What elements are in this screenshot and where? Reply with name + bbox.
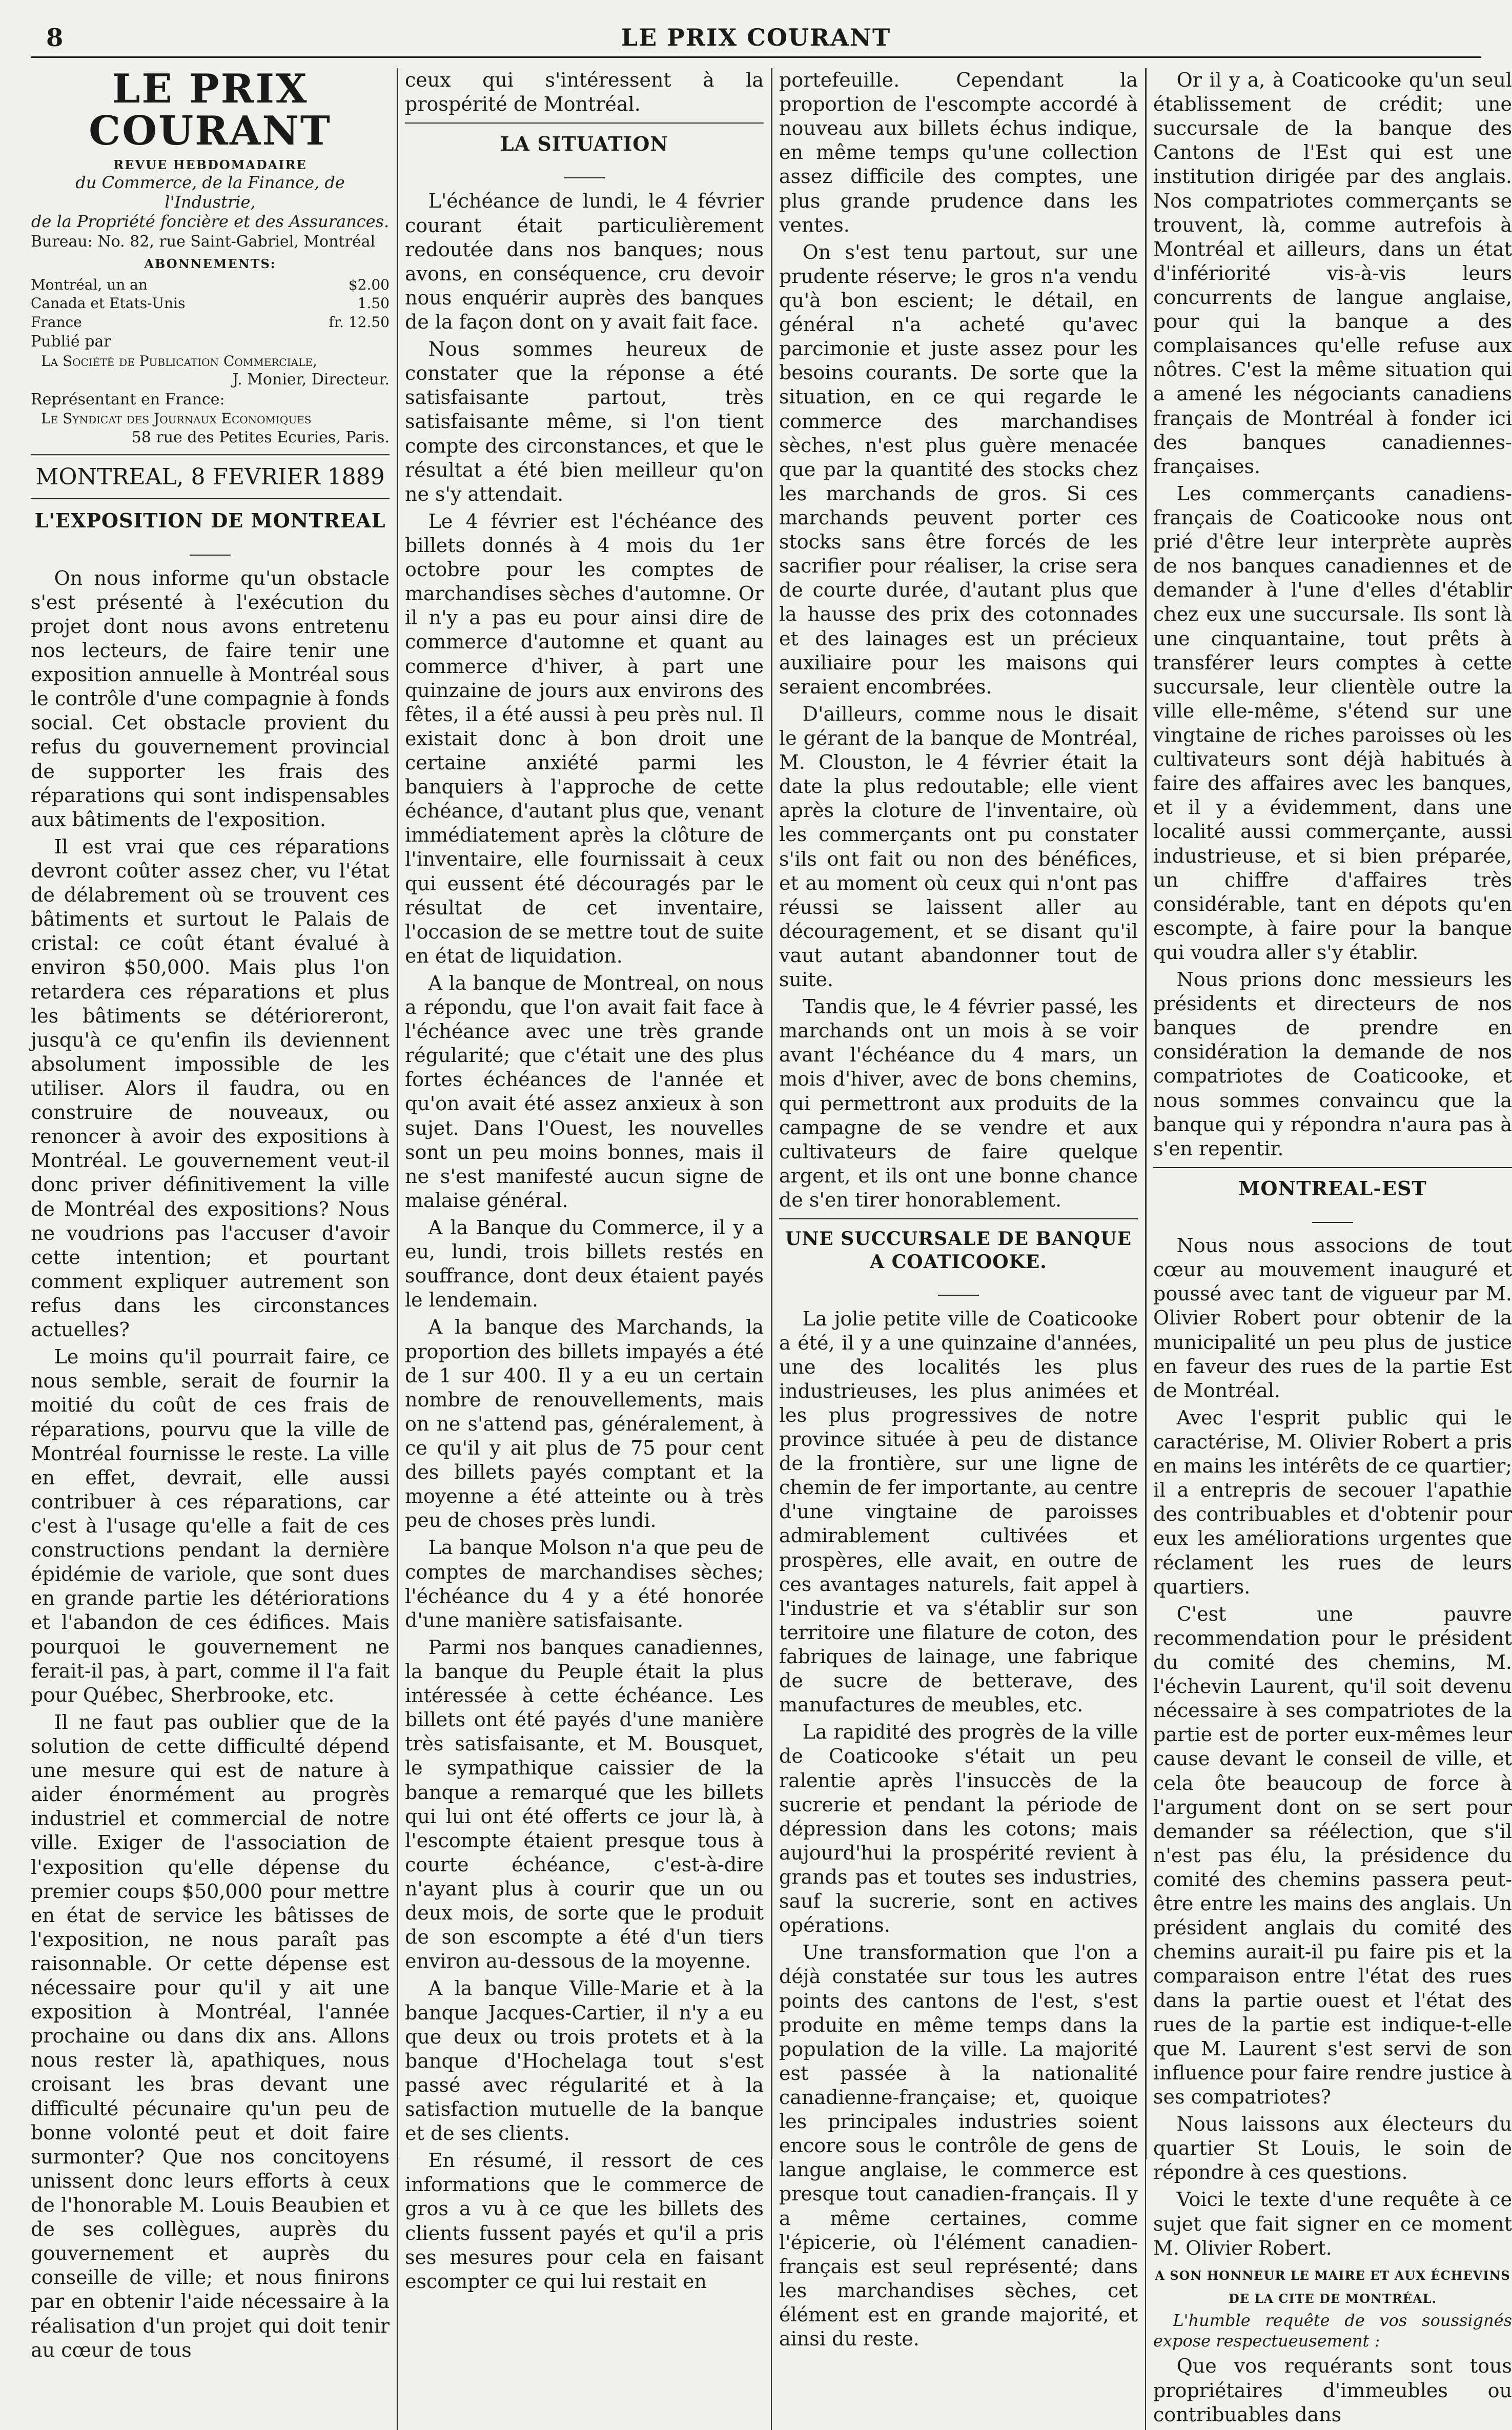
article-paragraph: Il ne faut pas oublier que de la solution de cette difficulté dépend une mesure qui est de nature à aider énormément au progrès industriel et commercial de notre ville. Exiger de l'association de l'exposition qu'elle dépense du premier coups $50,000 pour mettre en état de service les bâtisses de l'exposition, ne nous paraît pas raisonnable. Or cette dépense est nécessaire pour qu'il y ait une exposition à Montréal, l'année prochaine ou dans dix ans. Allons nous rester là, apathiques, nous croisant les bras devant une difficulté pécunaire qu'un peu de bonne volonté peut et doit faire surmonter? Que nos concitoyens unissent donc leurs efforts à ceux de l'honorable M. Louis Beaubien et de ses collègues, auprès du gouvernement et auprès du conseille de ville; et nous finirons par en obtenir l'aide nécessaire à la réalisation d'un projet qui doit tenir au cœur de tous bbox=[31, 1710, 390, 2361]
petition-heading: A SON HONNEUR LE MAIRE ET AUX ÉCHEVINS bbox=[1155, 2268, 1510, 2283]
rate-label: Canada et Etats-Unis bbox=[31, 295, 186, 312]
article-paragraph: A la banque des Marchands, la proportion des billets impayés a été de 1 sur 400. Il y a eu un certain nombre de renouvellements, mais on ne s'attend pas, généralement, à ce qu'il y ait plus de 75 pour cent des billets payés comptant et la moyenne a été atteinte ou à très peu de choses près lundi. bbox=[405, 1316, 764, 1532]
column-4 bbox=[1153, 68, 1512, 2430]
rate-price: $2.00 bbox=[348, 276, 390, 293]
article-paragraph: Le moins qu'il pourrait faire, ce nous semble, serait de fournir la moitié du coût de ces frais de réparations, pourvu que la ville de Montréal fournisse le reste. La ville en effet, devrait, elle aussi contribuer à ces réparations, car c'est à l'usage qu'elle a fait de ces constructions pendant la dernière épidémie de variole, que sont dues en grande partie les détériorations et l'abandon de ces édifices. Mais pourquoi le gouvernement ne ferait-il pas, à part, comme il l'a fait pour Québec, Sherbrooke, etc. bbox=[31, 1345, 390, 1706]
rate-label: France bbox=[31, 313, 82, 331]
article-continuation: ceux qui s'intéressent à la prospérité de Montréal. bbox=[405, 69, 764, 116]
article-paragraph: Les commerçants canadiens-français de Coaticooke nous ont prié d'être leur interprète auprès de nos banques canadiennes et de demander à l'une d'elles d'établir chez eux une succursale. Ils sont là une cinquantaine, tout prêts à transférer leurs comptes à cette succursale, leur clientèle outre la ville elle-même, s'étend sur une vingtaine de riches paroisses où les cultivateurs sont déjà habitués à faire des affaires avec les banques, et il y a évidemment, dans une localité aussi commerçante, aussi industrieuse, et si bien préparée, un chiffre d'affaires très considérable, tant en dépots qu'en escompte, à faire pour la banque qui voudra aller s'y établir. bbox=[1153, 482, 1512, 964]
publie-par: Publié par bbox=[31, 333, 111, 351]
article-paragraph: Avec l'esprit public qui le caractérise, M. Olivier Robert a pris en mains les intérêts de ce quartier; il a entrepris de secouer l'apathie des contribuables et d'obtenir pour eux les améliorations urgentes que réclament les rues de leurs quartiers. bbox=[1153, 1406, 1512, 1598]
rate-price: 1.50 bbox=[357, 295, 390, 312]
article-paragraph: A la banque Ville-Marie et à la banque Jacques-Cartier, il n'y a eu que deux ou trois protets et à la banque d'Hochelaga tout s'est passé avec régularité et à la satisfaction mutuelle de la banque et de ses clients. bbox=[405, 1977, 764, 2145]
rate-price: fr. 12.50 bbox=[329, 313, 390, 331]
running-head bbox=[31, 21, 1481, 58]
article-paragraph: La rapidité des progrès de la ville de Coaticooke s'était un peu ralentie après l'insuccès de la sucrerie et pendant la période de dépression dans les cotons; mais aujourd'hui la prospérité revient à grands pas et toutes ses industries, sauf la sucrerie, sont en actives opérations. bbox=[779, 1721, 1138, 1937]
page-number: 8 bbox=[46, 24, 64, 52]
masthead-description: du Commerce, de la Finance, de l'Industrie, bbox=[75, 172, 345, 212]
masthead-subtitle: REVUE HEBDOMADAIRE bbox=[113, 157, 307, 172]
article-paragraph: A la banque de Montreal, on nous a répondu, que l'on avait fait face à l'échéance avec une très grande régularité; que c'était une des plus fortes échéances de l'année et qu'on avait été assez anxieux à son sujet. Dans l'Ouest, les nouvelles sont un peu moins bonnes, mais il ne s'est manifesté aucun signe de malaise général. bbox=[405, 971, 764, 1212]
divider bbox=[31, 454, 390, 456]
rate-row bbox=[31, 276, 390, 294]
article-paragraph: Nous prions donc messieurs les présidents et directeurs de nos banques de prendre en considération la demande de nos compatriotes de Coaticooke, et nous sommes convaincu que la banque qui y répondra n'aura pas à s'en repentir. bbox=[1153, 968, 1512, 1160]
article-paragraph: On nous informe qu'un obstacle s'est présenté à l'exécution du projet dont nous avons entretenu nos lecteurs, de faire tenir une exposition annuelle à Montréal sous le contrôle d'une compagnie à fonds social. Cet obstacle provient du refus du gouvernement provincial de supporter les frais des réparations qui sont indispensables aux bâtiments de l'exposition. bbox=[31, 566, 390, 831]
article-paragraph: L'échéance de lundi, le 4 février courant était particulièrement redoutée dans nos banques; nous avons, en conséquence, cru devoir nous enquérir auprès des banques de la façon dont on y avait fait face. bbox=[405, 190, 764, 333]
divider bbox=[1153, 1167, 1512, 1168]
article-paragraph: Nous nous associons de tout cœur au mouvement inauguré et poussé avec tant de vigueur par M. Olivier Robert pour obtenir de la municipalité un peu plus de justice en faveur des rues de la partie Est de Montréal. bbox=[1153, 1234, 1512, 1402]
article-paragraph: Parmi nos banques canadiennes, la banque du Peuple était la plus intéressée à cette échéance. Les billets ont été payés d'une manière très satisfaisante, et M. Bousquet, le sympathique caissier de la banque a remarqué que les billets qui lui ont été offerts ce jour là, à l'escompte étaient presque tous à courte échéance, c'est-à-dire n'ayant plus à courir que un ou deux mois, de sorte que le produit de son escompte a été d'un tiers environ au-dessous de la moyenne. bbox=[405, 1636, 764, 1973]
divider bbox=[779, 1277, 1138, 1301]
petition-text: Que vos requérants sont tous propriétaires d'immeubles ou contribuables dans bbox=[1153, 2355, 1512, 2426]
columns bbox=[31, 66, 1512, 2426]
article-paragraph: En résumé, il ressort de ces informations que le commerce de gros a vu à ce que les billets des clients fussent payés et qu'il a pris ses mesures pour cela en faisant escompter ce qui lui restait en bbox=[405, 2149, 764, 2293]
divider bbox=[405, 160, 764, 184]
article-paragraph: Nous laissons aux électeurs du quartier St Louis, le soin de répondre à ces questions. bbox=[1153, 2113, 1512, 2184]
syndicat: Le Syndicat des Journaux Economiques bbox=[41, 410, 312, 427]
rate-row bbox=[31, 294, 390, 313]
rate-label: Montréal, un an bbox=[31, 276, 148, 293]
divider bbox=[405, 122, 764, 124]
article-paragraph: D'ailleurs, comme nous le disait le gérant de la banque de Montréal, M. Clouston, le 4 février était la date la plus redoutable; elle vient après la cloture de l'inventaire, où les commerçants ont pu constater s'ils ont fait ou non des bénéfices, et au moment où ceux qui n'ont pas réussi se laissent aller au découragement, et se disant qu'il vaut autant abandonner tout de suite. bbox=[779, 702, 1138, 991]
article-heading: L'EXPOSITION DE MONTREAL bbox=[34, 509, 386, 533]
article-heading bbox=[779, 1228, 1138, 1273]
article-paragraph: Il est vrai que ces réparations devront coûter assez cher, vu l'état de délabrement où se trouvent ces bâtiments et surtout le Palais de cristal: ce coût étant évalué à environ $50,000. Mais plus l'on retardera ces réparations et plus les bâtiments se détérioreront, jusqu'à ce qu'enfin ils deviennent absolument impossible de les utiliser. Alors il faudra, ou en construire de nouveaux, ou renoncer à avoir des expositions à Montréal. Le gouvernement veut-il donc priver définitivement la ville de Montréal des expositions? Nous ne voudrions pas l'accuser d'avoir cette intention; et pourtant comment expliquer autrement son refus dans les circonstances actuelles? bbox=[31, 835, 390, 1341]
running-title: LE PRIX COURANT bbox=[621, 24, 891, 51]
divider bbox=[31, 537, 390, 561]
article-paragraph: Tandis que, le 4 février passé, les marchands ont un mois à se voir avant l'échéance du 4 mars, un mois d'hiver, avec de bons chemins, qui permettront aux produits de la campagne de se vendre et aux cultivateurs de faire quelque argent, et ils ont une bonne chance de s'en tirer honorablement. bbox=[779, 995, 1138, 1212]
heading-line: UNE SUCCURSALE DE BANQUE bbox=[785, 1228, 1132, 1250]
divider bbox=[779, 1218, 1138, 1219]
divider bbox=[31, 498, 390, 500]
article-heading: LA SITUATION bbox=[500, 132, 669, 156]
article-paragraph: C'est une pauvre recommendation pour le président du comité des chemins, M. l'échevin Laurent, qu'il soit devenu nécessaire à ses compatriotes de la partie est de porter eux-mêmes leur cause devant le conseil de ville, et cela ôte beaucoup de force à l'argument dont on se sert pour demander sa réélection, que s'il n'est pas élu, la présidence du comité des chemins passera peut-être entre les mains des anglais. Un président anglais du comité des chemins aurait-il pu faire pis et la comparaison entre l'état des rues dans la partie ouest et l'état des rues de la partie est indique-t-elle que M. Laurent s'est servi de son influence pour faire rendre justice à ses compatriotes? bbox=[1153, 1602, 1512, 2108]
divider bbox=[1153, 1204, 1512, 1229]
article-paragraph: La banque Molson n'a que peu de comptes de marchandises sèches; l'échéance du 4 y a été honorée d'une manière satisfaisante. bbox=[405, 1536, 764, 1631]
column-3 bbox=[779, 68, 1138, 2430]
article-paragraph: On s'est tenu partout, sur une prudente réserve; le gros n'a vendu qu'à bon escient; le détail, en général n'a acheté qu'avec parcimonie et juste assez pour les besoins courants. De sorte que la situation, en ce qui regarde le commerce des marchandises sèches, n'est plus guère menacée que par la quantité des stocks chez les marchands de gros. Si ces marchands peuvent porter ces stocks sans être forcés de les sacrifier pour réaliser, la crise sera de courte durée, d'autant plus que la hausse des prix des cotonnades et des lainages est un précieux auxiliaire pour les maisons qui seraient encombrées. bbox=[779, 240, 1138, 698]
masthead-title: LE PRIX COURANT bbox=[89, 66, 332, 154]
director: J. Monier, Directeur. bbox=[232, 371, 390, 389]
rate-row bbox=[31, 313, 390, 332]
column-2 bbox=[405, 68, 764, 2430]
article-paragraph: Nous sommes heureux de constater que la réponse a été satisfaisante partout, très satisfaisante même, si l'on tient compte des circonstances, et que le résultat a été bien meilleur qu'on ne s'y attendait. bbox=[405, 338, 764, 505]
publisher: La Société de Publication Commerciale, bbox=[41, 352, 317, 370]
representative-label: Représentant en France: bbox=[31, 390, 225, 409]
article-paragraph: Or il y a, à Coaticooke qu'un seul établissement de crédit; une succursale de la banque des Cantons de l'Est qui est une institution dirigée par des anglais. Nos compatriotes commerçants se trouvent, là, comme autrefois à Montréal et ailleurs, dans un état d'infériorité vis-à-vis leurs concurrents de langue anglaise, pour qui la banque a des complaisances qu'elle refuse aux nôtres. C'est la même situation qui a amené les négociants canadiens français de Montréal à fonder ici des banques canadiennes-françaises. bbox=[1153, 69, 1512, 478]
article-paragraph: portefeuille. Cependant la proportion de l'escompte accordé à nouveau aux billets échus indique, en même temps qu'une collection assez difficile des comptes, une plus grande prudence dans les ventes. bbox=[779, 69, 1138, 236]
column-1 bbox=[31, 68, 390, 2430]
abonnements-heading: ABONNEMENTS: bbox=[144, 256, 276, 272]
article-paragraph: La jolie petite ville de Coaticooke a été, il y a une quinzaine d'années, une des localités les plus industrieuses, les plus animées et les plus progressives de notre province située à peu de distance de la frontière, sur une ligne de chemin de fer importante, au centre d'une vingtaine de paroisses admirablement cultivées et prospères, elle avait, en outre de ces avantages naturels, fait appel à l'industrie et va s'établir sur son territoire une filature de coton, des fabriques de lainage, une fabrique de sucre de betterave, des manufactures de meubles, etc. bbox=[779, 1307, 1138, 1717]
dateline: MONTREAL, 8 FEVRIER 1889 bbox=[35, 463, 385, 490]
article-paragraph: Voici le texte d'une requête à ce sujet que fait signer en ce moment M. Olivier Robert. bbox=[1153, 2188, 1512, 2259]
article-paragraph: A la Banque du Commerce, il y a eu, lundi, trois billets restés en souffrance, dont deux étaient payés le lendemain. bbox=[405, 1216, 764, 1312]
heading-line: A COATICOOKE. bbox=[870, 1251, 1047, 1273]
syndicat-address: 58 rue des Petites Ecuries, Paris. bbox=[131, 428, 390, 446]
bureau-address: Bureau: No. 82, rue Saint-Gabriel, Montréal bbox=[31, 232, 376, 251]
petition-intro: L'humble requête de vos soussignés expose respectueusement : bbox=[1153, 2311, 1512, 2351]
article-heading: MONTREAL-EST bbox=[1238, 1176, 1427, 1200]
petition-heading: DE LA CITE DE MONTRÉAL. bbox=[1229, 2291, 1437, 2306]
article-paragraph: Une transformation que l'on a déjà constatée sur tous les autres points des cantons de l'est, s'est produite en même temps dans la population de la ville. La majorité est passée à la nationalité canadienne-française; et, quoique les principales industries soient encore sous le contrôle de gens de langue anglaise, le commerce est presque tout canadien-français. Il y a même certaines, comme l'épicerie, où l'élément canadien-français est seul représenté; dans les marchandises sèches, cet élément est en grande majorité, et ainsi du reste. bbox=[779, 1941, 1138, 2351]
article-paragraph: Le 4 février est l'échéance des billets donnés à 4 mois du 1er octobre pour les comptes de marchandises sèches d'automne. Or il n'y a pas eu pour ainsi dire de commerce d'automne et quant au commerce d'hiver, à part une quinzaine de jours aux environs des fêtes, il a été aussi à peu près nul. Il existait donc à bon droit une certaine anxiété parmi les banquiers à l'approche de cette échéance, d'autant plus que, venant immédiatement après la clôture de l'inventaire, elle fournissait à ceux qui eussent été découragés par le résultat de cet inventaire, l'occasion de se mettre tout de suite en état de liquidation. bbox=[405, 509, 764, 967]
masthead-description: de la Propriété foncière et des Assurances. bbox=[31, 212, 390, 232]
